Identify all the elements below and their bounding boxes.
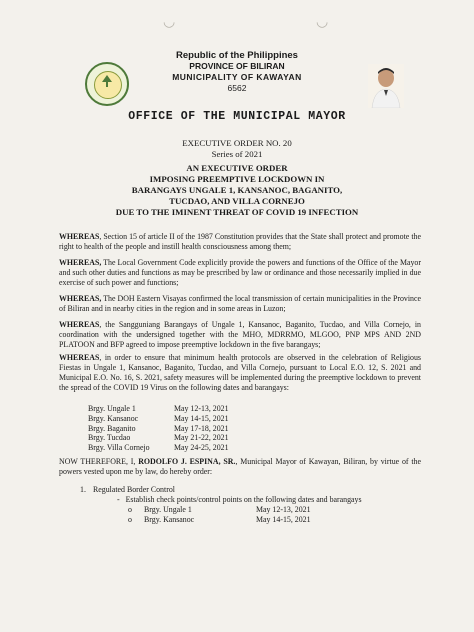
zip-code: 6562 [227, 83, 247, 93]
title-line: AN EXECUTIVE ORDER [186, 163, 288, 173]
lockdown-schedule [88, 404, 229, 453]
whereas-paragraph [59, 294, 421, 314]
therefore-post: , Municipal Mayor of Kawayan, Biliran, by virtue of the powers vested upon me by law, do hereby order: [59, 457, 422, 476]
schedule-barangay: Brgy. Ungale 1 [88, 404, 136, 413]
whereas-lead: WHEREAS, [59, 258, 102, 267]
order-item [80, 485, 175, 495]
schedule-row [88, 443, 229, 453]
whereas-lead: WHEREAS [59, 353, 100, 362]
title-line: TUCDAO, AND VILLA CORNEJO [169, 196, 305, 206]
schedule-dates: May 17-18, 2021 [174, 423, 229, 433]
schedule-barangay: Brgy. Kansanoc [88, 413, 139, 423]
schedule-barangay: Brgy. Villa Cornejo [88, 443, 150, 453]
schedule-row [88, 433, 229, 443]
order-item-title: Regulated Border Control [93, 485, 175, 494]
scan-artifact: ◡ [316, 14, 329, 30]
schedule-barangay: Brgy. Baganito [88, 423, 136, 433]
whereas-text: , Section 15 of article II of the 1987 Constitution provides that the State shall protect and promote the right to health of the people and instill health consciousness among them; [59, 232, 421, 251]
bullet-marker: o [128, 515, 132, 524]
order-number-label: 1. [80, 485, 86, 494]
order-title [0, 163, 474, 218]
schedule-dates: May 21-22, 2021 [174, 433, 229, 443]
office-title: OFFICE OF THE MUNICIPAL MAYOR [128, 110, 346, 123]
checkpoint-barangay: Brgy. Ungale 1 [144, 505, 192, 514]
checkpoint-dates: May 14-15, 2021 [256, 515, 311, 524]
checkpoint-dates: May 12-13, 2021 [256, 505, 311, 514]
whereas-text: The Local Government Code explicitly provide the powers and functions of the Office of the Mayor and such other duties and functions as may be prescribed by law or ordinance and those necessarily implied in due exercise of such power and functions; [59, 258, 421, 287]
checkpoint-barangay: Brgy. Kansanoc [144, 515, 195, 524]
order-subitem-text: Establish check points/control points on the following dates and barangays [125, 495, 362, 504]
whereas-lead: WHEREAS, [59, 294, 102, 303]
whereas-paragraph [59, 320, 421, 350]
municipality-name: MUNICIPALITY OF KAWAYAN [172, 72, 302, 82]
schedule-row [88, 414, 229, 424]
checkpoint-row [128, 505, 311, 514]
order-series: Series of 2021 [211, 149, 263, 159]
whereas-paragraph [59, 258, 421, 288]
schedule-row [88, 404, 229, 414]
title-line: DUE TO THE IMINENT THREAT OF COVID 19 INFECTION [115, 207, 359, 217]
country-name: Republic of the Philippines [176, 50, 298, 61]
province-name: PROVINCE OF BILIRAN [189, 61, 285, 71]
whereas-paragraph [59, 232, 421, 252]
whereas-lead: WHEREAS [59, 232, 100, 241]
schedule-barangay: Brgy. Tucdao [88, 433, 131, 443]
checkpoint-row [128, 515, 311, 524]
letterhead [0, 50, 474, 94]
order-number: EXECUTIVE ORDER NO. 20 [182, 138, 292, 148]
bullet-marker: o [128, 505, 132, 514]
title-line: IMPOSING PREEMPTIVE LOCKDOWN IN [149, 174, 325, 184]
schedule-dates: May 14-15, 2021 [174, 413, 229, 423]
whereas-lead: WHEREAS [59, 320, 100, 329]
therefore-paragraph [59, 457, 421, 477]
therefore-pre: NOW THEREFORE, I, [59, 457, 139, 466]
whereas-text: , the Sangguniang Barangays of Ungale 1, Kansanoc, Baganito, Tucdao, and Villa Cornejo, in coordination with the undersigned together with the MHO, MDRRMO, MLGOO, PNP MPS AND 2ND PLATOON and BFP agreed to impose preemptive lockdown in the five barangays; [59, 320, 421, 349]
whereas-text: The DOH Eastern Visayas confirmed the local transmission of certain municipalities in the Province of Biliran and in nearby cities in the region and in some areas in Luzon; [59, 294, 421, 313]
dash-marker: - [117, 495, 120, 504]
scan-artifact: ◡ [163, 14, 176, 30]
schedule-dates: May 12-13, 2021 [174, 404, 229, 413]
title-line: BARANGAYS UNGALE 1, KANSANOC, BAGANITO, [131, 185, 343, 195]
executive-order-number [0, 138, 474, 160]
whereas-text: , in order to ensure that minimum health protocols are observed in the celebration of Religious Fiestas in Ungale 1, Kansanoc, Baganito, Tucdao, and Villa Cornejo, pursuant to Local E.O. 12, S. 2021 and Municipal E.O. No. 16, S. 2021, safety measures will be implemented during the preemptive lockdown to prevent the spread of the COVID 19 Virus on the following dates and barangays: [59, 353, 421, 392]
whereas-paragraph [59, 353, 421, 393]
mayor-name: RODOLFO J. ESPINA, SR. [138, 457, 236, 466]
schedule-row [88, 424, 229, 434]
schedule-dates: May 24-25, 2021 [174, 443, 229, 453]
order-subitem [117, 495, 362, 504]
